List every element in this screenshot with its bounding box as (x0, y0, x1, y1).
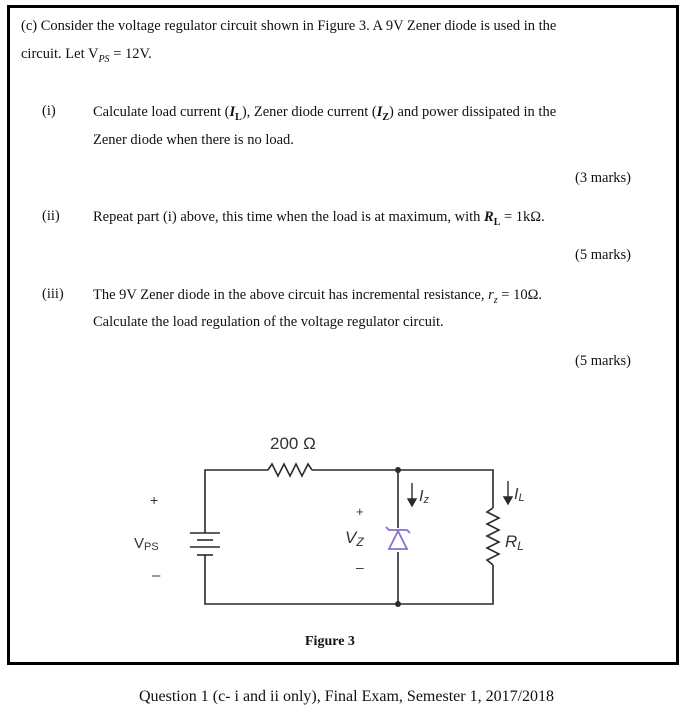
q2-label: (ii) (42, 208, 60, 224)
q2-marks: (5 marks) (575, 247, 631, 263)
resistor-label: 200 Ω (270, 434, 316, 453)
footer-caption: Question 1 (c- i and ii only), Final Exam, Semester 1, 2017/2018 (138, 688, 555, 705)
q2-line1: Repeat part (i) above, this time when the load is at maximum, with $R_L = 1k\Omega$. (93, 209, 545, 228)
q1-label: (i) (42, 103, 56, 119)
iz-arrowhead (408, 499, 416, 506)
rl-label: RL (505, 532, 524, 553)
q1-line1: Calculate load current $(I_L)$, Zener diode current $(I_Z)$ and power dissipated in the (93, 104, 557, 123)
series-resistor (268, 464, 312, 476)
q3-line2: Calculate the load regulation of the voltage regulator circuit. (93, 314, 444, 330)
part-c-line1: (c) Consider the voltage regulator circuit shown in Figure 3. A 9V Zener diode is used in the (21, 18, 557, 34)
vps-plus: + (150, 492, 159, 508)
zener-diode (386, 527, 410, 549)
q1-marks: (3 marks) (575, 170, 631, 186)
q3-label: (iii) (42, 286, 64, 302)
il-label: IL (514, 486, 525, 504)
vz-minus: – (356, 559, 364, 575)
junction-top (395, 467, 401, 473)
vz-label: VZ (345, 528, 364, 549)
q1-line2: Zener diode when there is no load. (93, 132, 294, 148)
battery-symbol (190, 533, 220, 555)
q3-marks: (5 marks) (575, 353, 631, 369)
il-arrowhead (504, 497, 512, 504)
iz-label: Iz (419, 488, 429, 506)
part-c-line2: circuit. Let $V_{PS} = 12V$. (21, 46, 152, 65)
vps-label: VPS (134, 535, 159, 553)
q3-line1: The 9V Zener diode in the above circuit has incremental resistance, $r_z = 10\Omega$. (93, 287, 543, 306)
vps-minus: – (152, 567, 161, 584)
load-resistor (487, 508, 499, 565)
figure-caption: Figure 3 (305, 634, 355, 649)
junction-bottom (395, 601, 401, 607)
vz-plus: + (356, 504, 364, 519)
